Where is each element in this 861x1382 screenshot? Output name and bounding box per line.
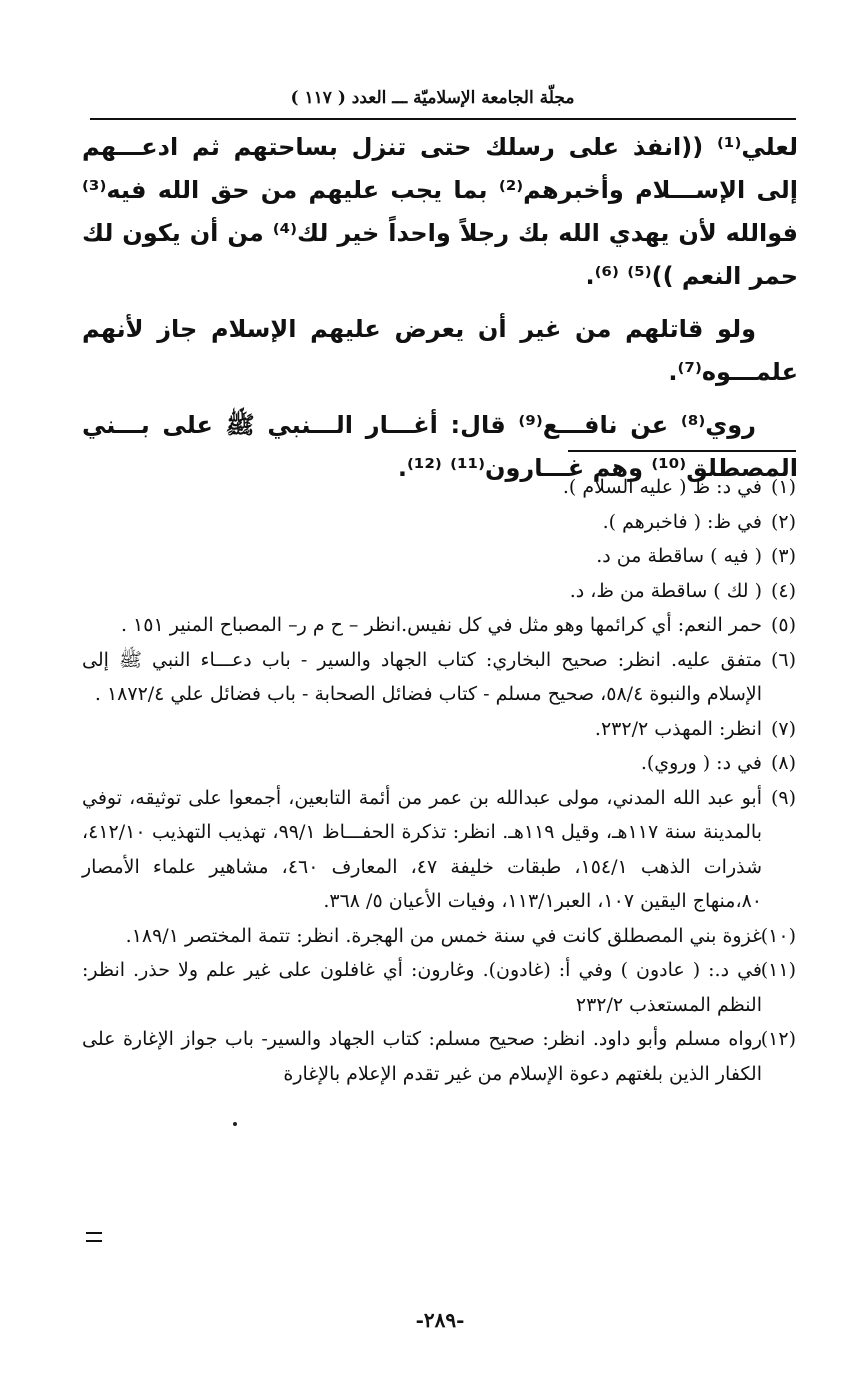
footnote: [82, 781, 796, 919]
footnote: [82, 746, 796, 781]
footnote-number: (٨): [770, 752, 796, 774]
page-number: -٢٨٩-: [415, 1308, 465, 1332]
footnote-separator: [568, 450, 796, 452]
footnote-text: رواه مسلم وأبو داود. انظر: صحيح مسلم: كتاب الجهاد والسير- باب جواز الإغارة على الكفار الذين بلغتهم دعوة الإسلام من غير تقدم الإعلام بالإغارة: [82, 1028, 762, 1085]
footnote: [82, 1022, 796, 1091]
footnote-number: (١٠): [760, 924, 796, 947]
paragraph-hadith: لعلي⁽¹⁾ ((انفذ على رسلك حتى تنزل بساحتهم ثم ادعـــهم إلى الإســـلام وأخبرهم⁽²⁾ بما يجب عليهم من حق الله فيه⁽³⁾ فوالله لأن يهدي الله بك رجلاً واحداً خير لك⁽⁴⁾ من أن يكون لك حمر النعم ))⁽⁵⁾ ⁽⁶⁾.: [82, 133, 798, 290]
footnote-number: (١١): [760, 959, 796, 981]
main-text: [82, 126, 798, 490]
footnote: [82, 919, 796, 954]
header-rule: [90, 118, 796, 120]
footnote: [82, 712, 796, 747]
footnote-number: (٤): [770, 579, 796, 602]
footnote-number: (٣): [770, 545, 796, 567]
footnote: [82, 539, 796, 574]
footnote-number: (٦): [770, 648, 796, 671]
running-header: مجلّة الجامعة الإسلاميّة ـــ العدد ( ١١٧ ): [290, 88, 575, 108]
footnote-number: (١٢): [760, 1028, 796, 1050]
footnote-number: (٧): [770, 717, 796, 740]
footnote: [82, 643, 796, 712]
footnote-number: (٩): [770, 786, 796, 809]
footnote-text: في د: ظ ( عليه السلام ).: [562, 476, 762, 498]
footnote-number: (٥): [770, 614, 796, 636]
footnote: [82, 574, 796, 609]
paragraph-narration: روي⁽⁸⁾ عن نافـــع⁽⁹⁾ قال: أغـــار الـــنبي ﷺ على بـــني المصطلق⁽¹⁰⁾ وهم غـــارون⁽¹¹⁾ ⁽¹²⁾.: [82, 411, 798, 482]
footnote-text: متفق عليه. انظر: صحيح البخاري: كتاب الجهاد والسير - باب دعـــاء النبي ﷺ إلى الإسلام والنبوة ٥٨/٤، صحيح مسلم - كتاب فضائل الصحابة - باب فضائل علي ١٨٧٢/٤ .: [82, 648, 762, 705]
footnote: [82, 608, 796, 643]
footnote: [82, 470, 796, 505]
paragraph-ruling: ولو قاتلهم من غير أن يعرض عليهم الإسلام جاز لأنهم علمـــوه⁽⁷⁾.: [82, 315, 798, 386]
footnote: [82, 953, 796, 1022]
footnotes: [82, 470, 796, 1091]
footnote-text: ( فيه ) ساقطة من د.: [596, 545, 762, 567]
footnote: [82, 505, 796, 540]
footnote-text: أبو عبد الله المدني، مولى عبدالله بن عمر من أئمة التابعين، أجمعوا على توثيقه، توفي بالمدينة سنة ١١٧هـ، وقيل ١١٩هـ. انظر: تذكرة الحفـــاظ ٩٩/١، تهذيب التهذيب ٤١٢/١٠، شذرات الذهب ١٥٤/١، طبقات خليفة ٤٧، المعارف ٤٦٠، مشاهير علماء الأمصار ٨٠،منهاج اليقين ١٠٧، العبر١١٣/١، وفيات الأعيان ٥/ ٣٦٨.: [82, 786, 763, 912]
footnote-text: في د: ( وروي).: [640, 752, 762, 774]
footnote-text: في ظ: ( فاخبرهم ).: [602, 510, 762, 533]
stray-dot: [233, 1122, 237, 1126]
footnote-number: (١): [770, 476, 796, 498]
footnote-text: حمر النعم: أي كرائمها وهو مثل في كل نفيس.انظر – ح م ر– المصباح المنير ١٥١ .: [120, 614, 762, 636]
footnote-text: في د.: ( عادون ) وفي أ: (غادون). وغارون: أي غافلون على غير علم ولا حذر. انظر: النظم المستعذب ٢٣٢/٢: [82, 959, 762, 1016]
footnote-text: ( لك ) ساقطة من ظ، د.: [569, 579, 762, 602]
footnote-text: غزوة بني المصطلق كانت في سنة خمس من الهجرة. انظر: تتمة المختصر ١٨٩/١.: [125, 924, 762, 947]
footnote-number: (٢): [770, 510, 796, 533]
continuation-mark: [86, 1232, 102, 1242]
footnote-text: انظر: المهذب ٢٣٢/٢.: [594, 717, 762, 740]
